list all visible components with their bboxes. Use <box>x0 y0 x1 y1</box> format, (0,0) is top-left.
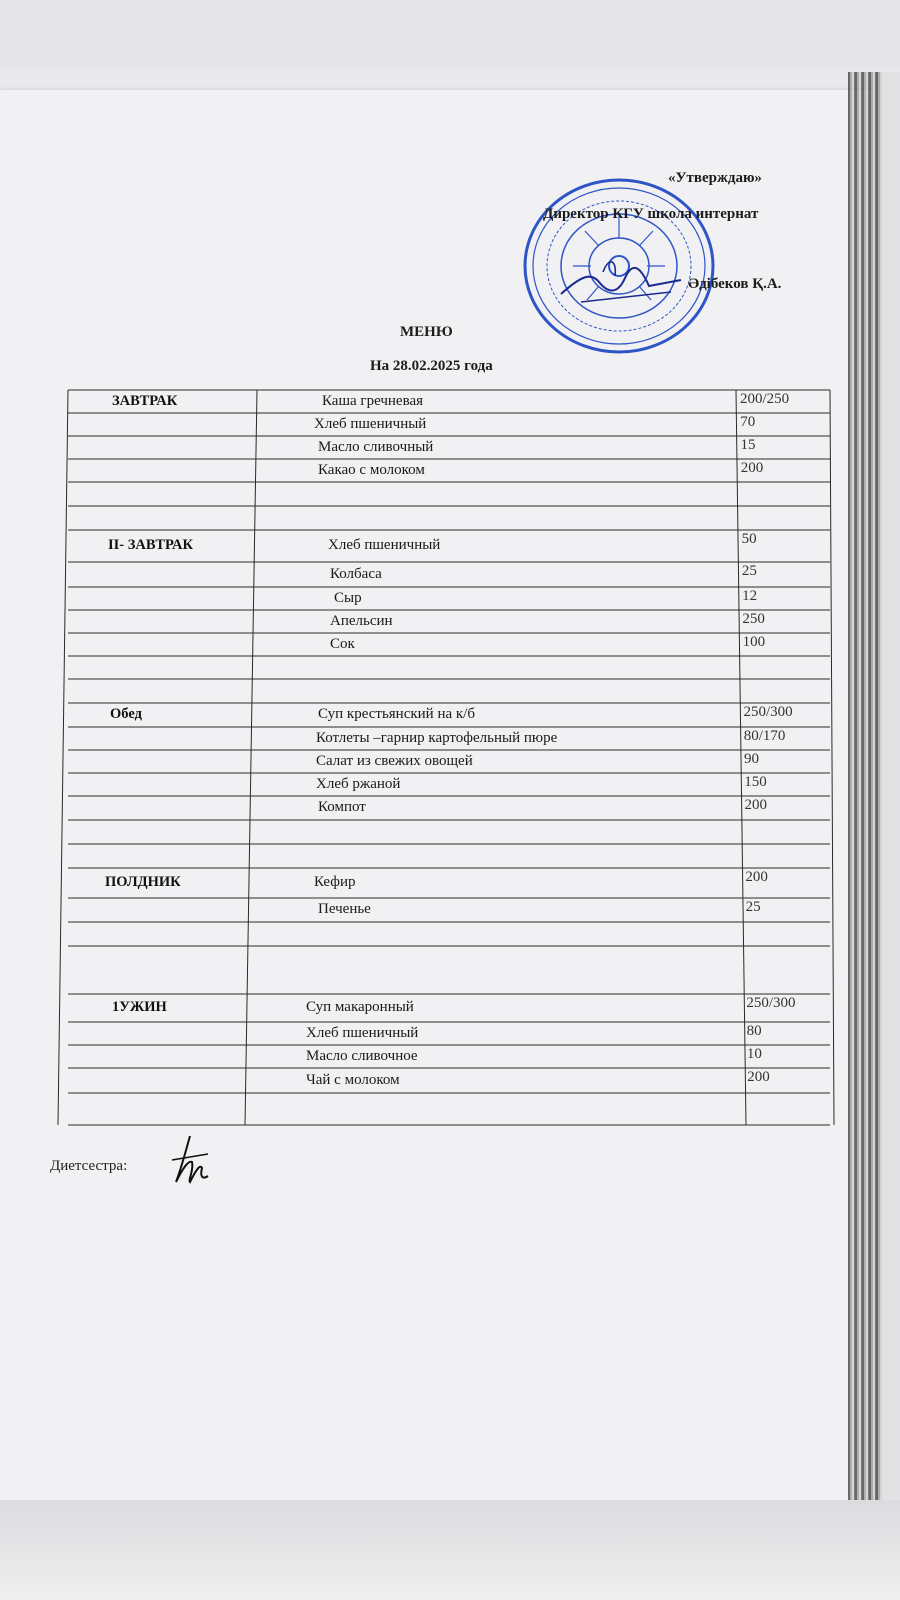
portion-weight: 250/300 <box>746 995 796 1011</box>
portion-weight: 250/300 <box>743 704 793 720</box>
section-label: 1УЖИН <box>112 999 167 1015</box>
dietitian-label: Диетсестра: <box>50 1158 128 1174</box>
section-label: II- ЗАВТРАК <box>108 537 194 553</box>
portion-weight: 90 <box>744 751 759 767</box>
menu-title: МЕНЮ <box>400 324 453 340</box>
page-scan-edge <box>848 72 882 1522</box>
director-title: Директор КГУ школа интернат <box>543 206 759 222</box>
portion-weight: 50 <box>741 531 757 547</box>
dish-name: Хлеб ржаной <box>316 775 401 792</box>
dish-name: Котлеты –гарнир картофельный пюре <box>316 729 558 746</box>
portion-weight: 100 <box>742 634 766 650</box>
dish-name: Суп макаронный <box>306 999 414 1015</box>
dish-name: Масло сливочное <box>306 1047 418 1064</box>
dish-name: Компот <box>318 799 366 815</box>
portion-weight: 80/170 <box>743 728 786 744</box>
portion-weight: 250 <box>742 611 765 627</box>
portion-weight: 200 <box>747 1069 770 1085</box>
background-bottom <box>0 1500 900 1600</box>
dish-name: Салат из свежих овощей <box>316 752 473 769</box>
dish-name: Хлеб пшеничный <box>328 537 441 553</box>
dish-name: Хлеб пшеничный <box>306 1024 419 1041</box>
portion-weight: 25 <box>745 899 761 915</box>
portion-weight: 200 <box>744 797 768 813</box>
portion-weight: 200 <box>740 460 764 476</box>
portion-weight: 15 <box>740 437 756 453</box>
dish-name: Суп крестьянский на к/б <box>318 706 475 722</box>
menu-date: На 28.02.2025 года <box>370 358 493 374</box>
director-name: Әдібеков Қ.А. <box>688 276 782 292</box>
portion-weight: 200/250 <box>740 391 790 407</box>
dish-name: Масло сливочный <box>318 438 434 455</box>
portion-weight: 12 <box>742 588 758 604</box>
dish-name: Хлеб пшеничный <box>314 415 427 432</box>
dish-name: Колбаса <box>330 565 382 582</box>
portion-weight: 150 <box>744 774 767 790</box>
dish-name: Кефир <box>314 874 356 890</box>
dish-name: Апельсин <box>330 612 393 629</box>
dish-name: Каша гречневая <box>322 392 424 409</box>
section-label: ПОЛДНИК <box>105 874 181 890</box>
section-label: Обед <box>110 706 142 722</box>
section-label: ЗАВТРАК <box>112 392 178 409</box>
approval-label: «Утверждаю» <box>668 170 762 186</box>
portion-weight: 80 <box>746 1023 762 1039</box>
official-seal <box>521 176 717 356</box>
dish-name: Чай с молоком <box>306 1071 400 1088</box>
dish-name: Сыр <box>334 589 362 606</box>
dish-name: Какао с молоком <box>318 461 425 478</box>
portion-weight: 25 <box>741 563 757 579</box>
dish-name: Печенье <box>318 901 371 917</box>
portion-weight: 10 <box>746 1046 762 1062</box>
dish-name: Сок <box>330 635 355 652</box>
background-top <box>0 0 900 70</box>
dietitian-signature <box>168 1130 224 1190</box>
portion-weight: 70 <box>740 414 756 430</box>
portion-weight: 200 <box>745 869 768 885</box>
